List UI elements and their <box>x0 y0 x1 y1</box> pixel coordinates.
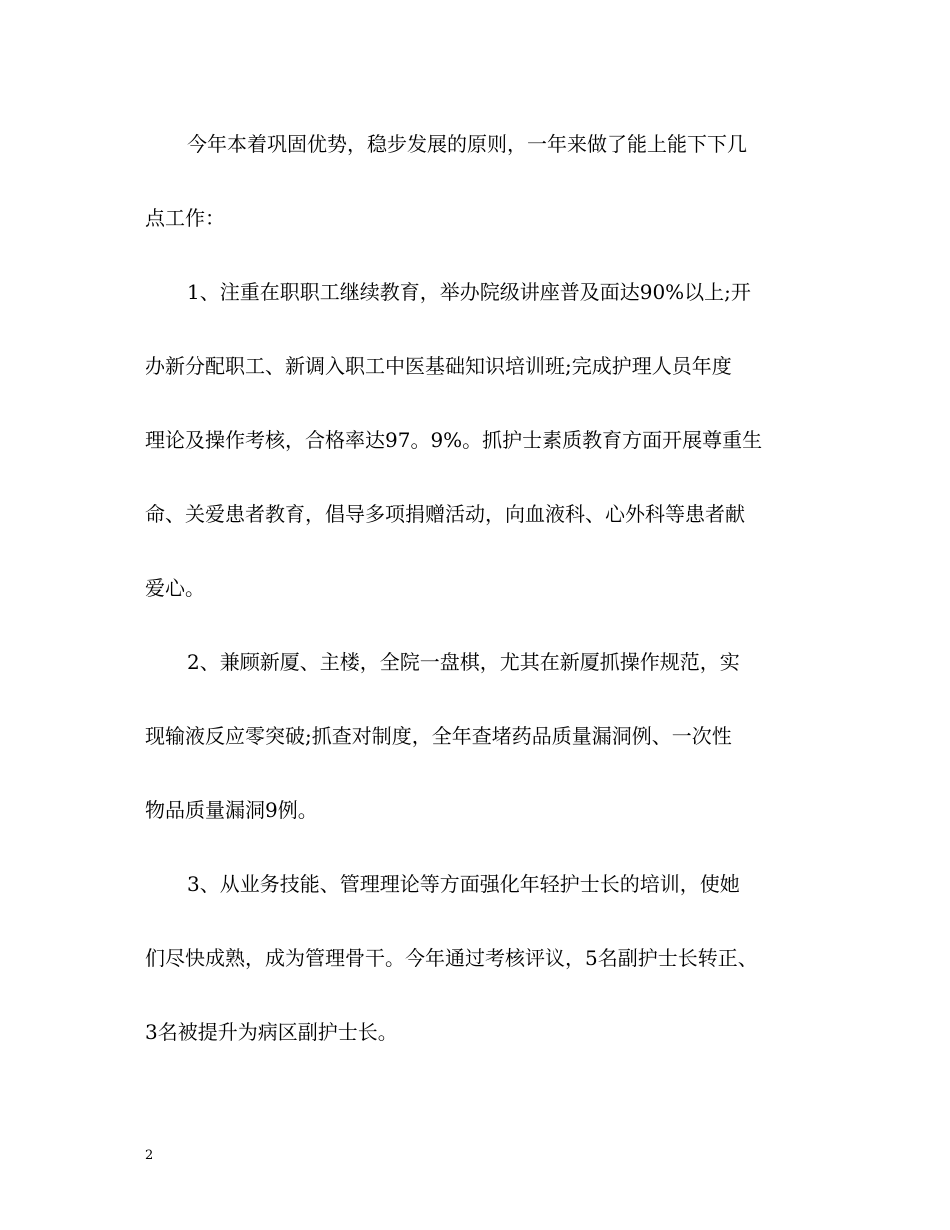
item-3-line-1: 3、从业务技能、管理理论等方面强化年轻护士长的培训，使她 <box>187 872 740 896</box>
item-1-line-2: 办新分配职工、新调入职工中医基础知识培训班;完成护理人员年度 <box>145 354 732 378</box>
item-1-line-1: 1、注重在职职工继续教育，举办院级讲座普及面达90%以上;开 <box>187 280 751 304</box>
item-1-line-5: 爱心。 <box>145 576 205 600</box>
item-2-line-3: 物品质量漏洞9例。 <box>145 798 318 822</box>
item-3-line-2: 们尽快成熟，成为管理骨干。今年通过考核评议，5名副护士长转正、 <box>145 946 758 970</box>
item-2-line-2: 现输液反应零突破;抓查对制度，全年查堵药品质量漏洞例、一次性 <box>145 724 732 748</box>
paragraph-intro-line-2: 点工作： <box>145 206 225 230</box>
page-number: 2 <box>145 1148 154 1163</box>
item-1-line-4: 命、关爱患者教育，倡导多项捐赠活动，向血液科、心外科等患者献 <box>145 502 745 526</box>
item-3-line-3: 3名被提升为病区副护士长。 <box>145 1020 398 1044</box>
item-1-line-3: 理论及操作考核，合格率达97。9%。抓护士素质教育方面开展尊重生 <box>145 428 763 452</box>
item-2-line-1: 2、兼顾新厦、主楼，全院一盘棋，尤其在新厦抓操作规范，实 <box>187 650 740 674</box>
paragraph-intro-line-1: 今年本着巩固优势，稳步发展的原则，一年来做了能上能下下几 <box>187 132 747 156</box>
